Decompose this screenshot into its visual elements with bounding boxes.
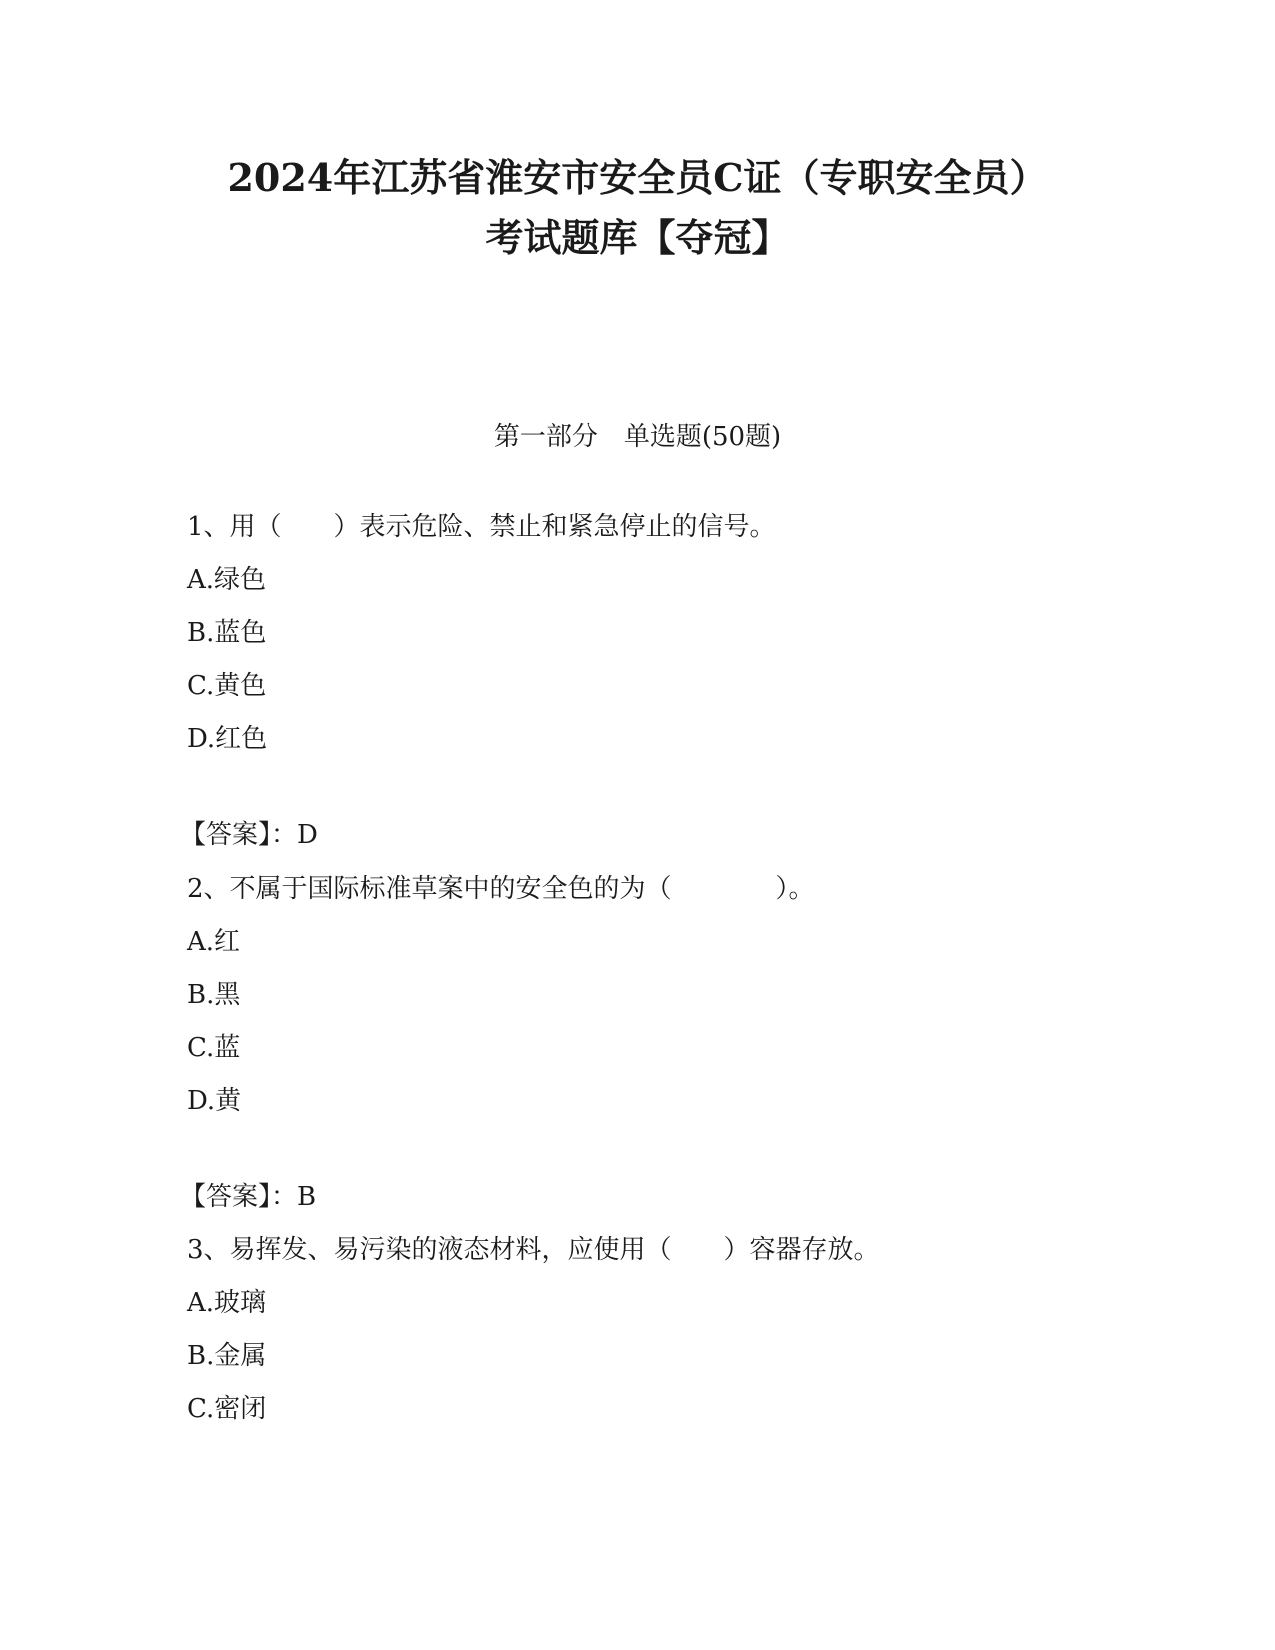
question-1-option-c: C.黄色 [187, 671, 267, 701]
question-2-option-d: D.黄 [187, 1086, 242, 1116]
question-3-stem: 3、易挥发、易污染的液态材料，应使用（ ）容器存放。 [187, 1235, 880, 1265]
question-1-option-d: D.红色 [187, 724, 268, 754]
question-3-option-c: C.密闭 [187, 1394, 267, 1424]
document-title-line-1: 2024年江苏省淮安市安全员C证（专职安全员） [227, 155, 1048, 200]
question-1-stem: 1、用（ ）表示危险、禁止和紧急停止的信号。 [187, 512, 776, 542]
question-1-answer: 【答案】：D [180, 820, 318, 850]
question-2-option-b: B.黑 [187, 980, 241, 1010]
question-3-option-a: A.玻璃 [187, 1288, 267, 1318]
document-title [0, 148, 1275, 268]
question-1-option-a: A.绿色 [187, 565, 267, 595]
question-2-option-c: C.蓝 [187, 1033, 241, 1063]
question-2-option-a: A.红 [187, 927, 241, 957]
question-3-option-b: B.金属 [187, 1341, 267, 1371]
section-heading: 第一部分 单选题(50题) [493, 422, 782, 452]
question-2-stem: 2、不属于国际标准草案中的安全色的为（ ）。 [187, 874, 815, 904]
question-2-answer: 【答案】：B [180, 1182, 317, 1212]
document-title-line-2: 考试题库【夺冠】 [485, 215, 790, 260]
question-1-option-b: B.蓝色 [187, 618, 267, 648]
